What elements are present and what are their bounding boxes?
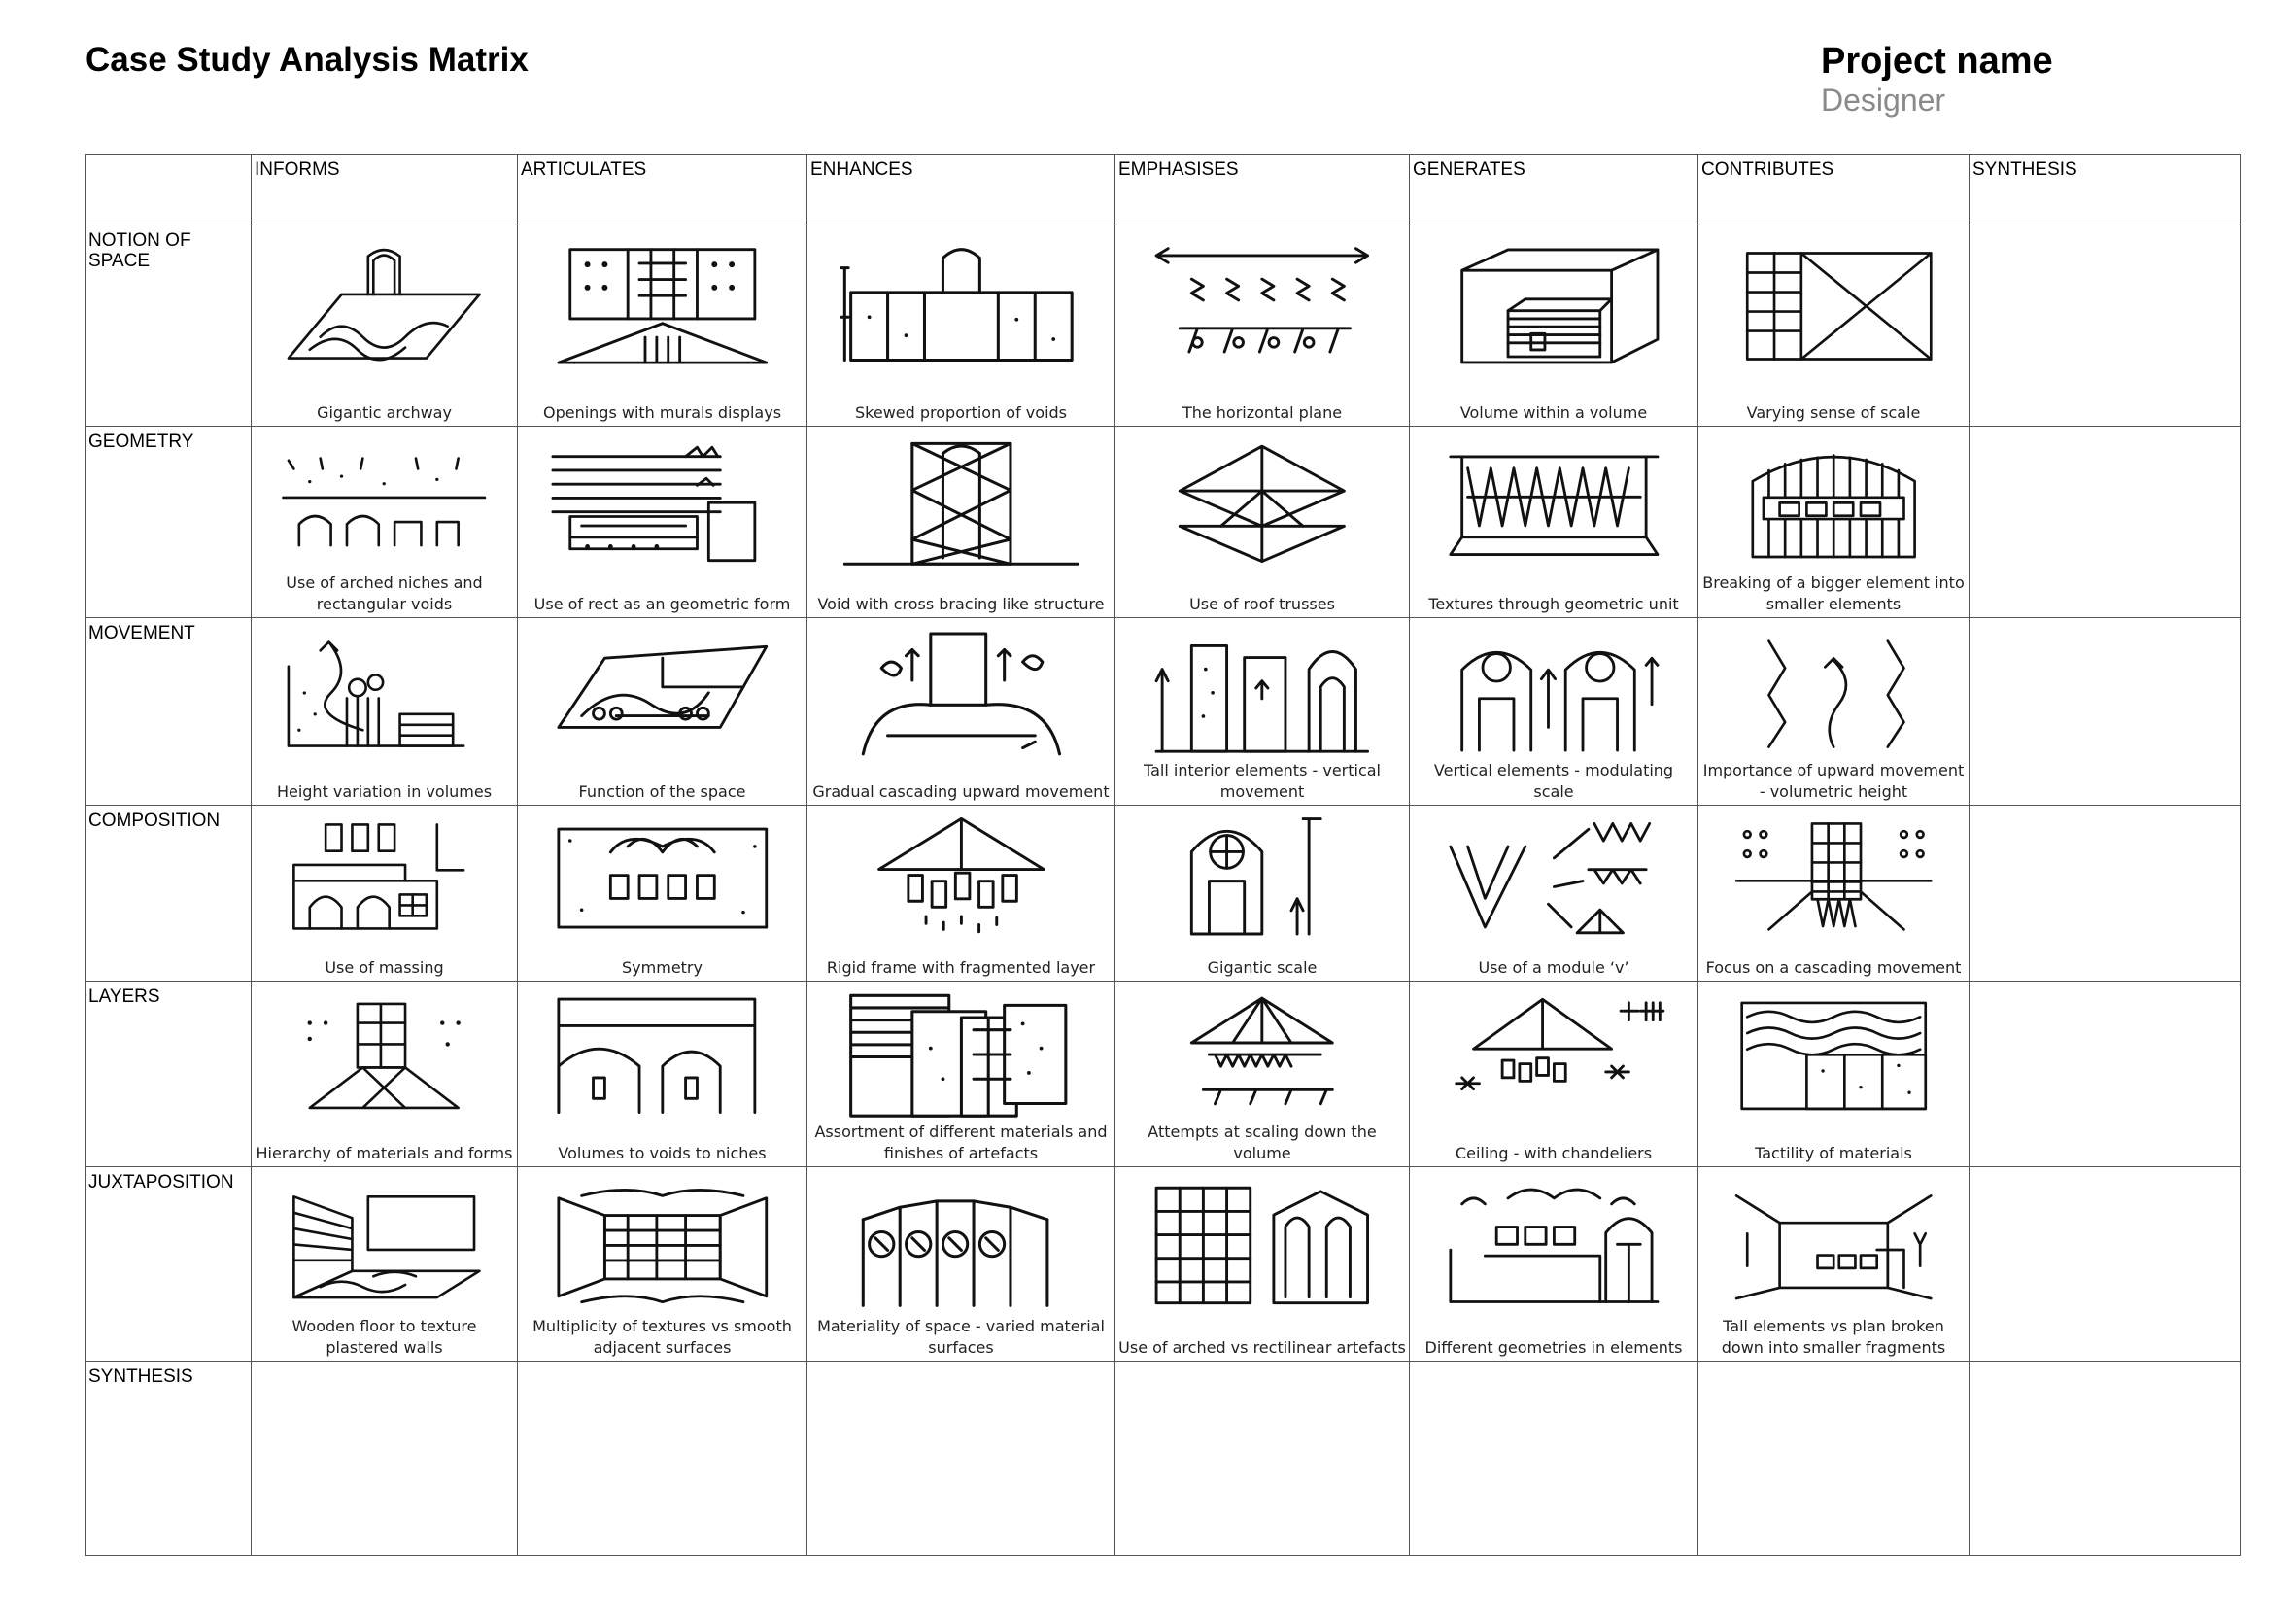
matrix-cell (518, 427, 807, 618)
row-label: NOTION OF SPACE (86, 225, 252, 427)
column-header: GENERATES (1410, 155, 1698, 225)
matrix-cell (1970, 806, 2241, 982)
matrix-cell (1698, 806, 1970, 982)
matrix-cell (1115, 1362, 1410, 1556)
matrix-cell (1698, 618, 1970, 806)
sketch-drawing (278, 438, 490, 571)
cell-caption: Varying sense of scale (1746, 403, 1921, 422)
matrix-cell (807, 1167, 1115, 1362)
cell-caption: Use of roof trusses (1189, 595, 1335, 613)
sketch-drawing (1145, 992, 1380, 1122)
matrix-cell (1115, 225, 1410, 427)
cell-caption: Wooden floor to texture plastered walls (291, 1317, 477, 1357)
matrix-row (86, 1167, 2241, 1362)
matrix-cell (1115, 618, 1410, 806)
project-name: Project name (1821, 41, 2053, 82)
cell-caption: Breaking of a bigger element into smaller elements (1702, 573, 1965, 613)
matrix-cell (518, 982, 807, 1167)
matrix-cell (1410, 982, 1698, 1167)
row-label: COMPOSITION (86, 806, 252, 982)
matrix-cell (518, 618, 807, 806)
cell-caption: Openings with murals displays (542, 403, 782, 422)
matrix-cell (807, 806, 1115, 982)
matrix-cell (518, 225, 807, 427)
cell-caption: Void with cross bracing like structure (817, 595, 1105, 613)
cell-caption: Gigantic scale (1207, 958, 1318, 977)
sketch-drawing (1145, 816, 1380, 939)
sketch-drawing (1145, 438, 1380, 571)
cell-caption: Tall elements vs plan broken down into smaller fragments (1721, 1317, 1946, 1357)
sketch-drawing (278, 630, 490, 760)
cell-caption: Use of a module ‘v’ (1478, 958, 1629, 977)
matrix-cell (252, 225, 518, 427)
cell-caption: Hierarchy of materials and forms (256, 1144, 513, 1162)
matrix-cell (1970, 1362, 2241, 1556)
matrix-cell (807, 982, 1115, 1167)
matrix-cell (252, 1167, 518, 1362)
matrix-cell (1410, 806, 1698, 982)
sketch-drawing (278, 816, 490, 939)
matrix-cell (1115, 1167, 1410, 1362)
column-header: ARTICULATES (518, 155, 807, 225)
matrix-cell (1115, 982, 1410, 1167)
matrix-cell (1410, 1167, 1698, 1362)
cell-caption: Height variation in volumes (276, 782, 493, 801)
matrix-cell (1115, 427, 1410, 618)
cell-caption: Tall interior elements - vertical movement (1144, 761, 1381, 801)
designer-name: Designer (1821, 83, 1946, 118)
matrix-cell (252, 982, 518, 1167)
matrix-row (86, 1362, 2241, 1556)
row-label: GEOMETRY (86, 427, 252, 618)
sketch-drawing (1439, 237, 1669, 377)
matrix-cell (518, 1362, 807, 1556)
row-label: SYNTHESIS (86, 1362, 252, 1556)
sketch-drawing (547, 816, 778, 939)
sketch-drawing (1145, 237, 1380, 377)
matrix-cell (807, 225, 1115, 427)
sketch-drawing (1439, 1179, 1669, 1314)
sketch-drawing (1439, 630, 1669, 760)
cell-caption: Symmetry (622, 958, 703, 977)
sketch-drawing (839, 992, 1084, 1122)
matrix-cell (1970, 1167, 2241, 1362)
column-header: EMPHASISES (1115, 155, 1410, 225)
cell-caption: Vertical elements - modulating scale (1433, 761, 1674, 801)
cell-caption: Ceiling - with chandeliers (1455, 1144, 1653, 1162)
cell-caption: Volume within a volume (1459, 403, 1648, 422)
sketch-drawing (547, 237, 778, 377)
row-label: MOVEMENT (86, 618, 252, 806)
matrix-cell (1698, 225, 1970, 427)
cell-caption: The horizontal plane (1182, 403, 1343, 422)
sketch-drawing (547, 1179, 778, 1314)
column-header: INFORMS (252, 155, 518, 225)
matrix-cell (1410, 225, 1698, 427)
matrix-cell (1970, 982, 2241, 1167)
sketch-drawing (839, 816, 1084, 939)
row-label: JUXTAPOSITION (86, 1167, 252, 1362)
matrix-cell (252, 427, 518, 618)
matrix-cell (518, 806, 807, 982)
row-label: LAYERS (86, 982, 252, 1167)
analysis-matrix (85, 154, 2241, 1556)
cell-caption: Materiality of space - varied material surfaces (817, 1317, 1105, 1357)
matrix-cell (1698, 1167, 1970, 1362)
sketch-drawing (1439, 992, 1669, 1122)
column-header: CONTRIBUTES (1698, 155, 1970, 225)
sketch-drawing (1439, 816, 1669, 939)
sketch-drawing (839, 630, 1084, 760)
matrix-cell (252, 1362, 518, 1556)
matrix-cell (1970, 618, 2241, 806)
matrix-row (86, 806, 2241, 982)
matrix-cell (252, 806, 518, 982)
matrix-cell (807, 427, 1115, 618)
matrix-cell (1698, 1362, 1970, 1556)
matrix-cell (1970, 427, 2241, 618)
sketch-drawing (547, 438, 778, 571)
sketch-drawing (1439, 438, 1669, 571)
sketch-drawing (1726, 992, 1941, 1122)
sketch-drawing (1145, 1179, 1380, 1314)
matrix-cell (252, 618, 518, 806)
matrix-cell (807, 1362, 1115, 1556)
cell-caption: Use of arched vs rectilinear artefacts (1118, 1338, 1406, 1357)
matrix-header-row (86, 155, 2241, 225)
sketch-drawing (278, 237, 490, 377)
cell-caption: Assortment of different materials and finishes of artefacts (814, 1123, 1108, 1162)
sketch-drawing (1145, 630, 1380, 760)
sketch-drawing (1726, 630, 1941, 760)
sketch-drawing (839, 438, 1084, 571)
cell-caption: Skewed proportion of voids (855, 403, 1067, 422)
sketch-drawing (839, 1179, 1084, 1314)
cell-caption: Use of rect as an geometric form (533, 595, 791, 613)
matrix-cell (1410, 427, 1698, 618)
cell-caption: Attempts at scaling down the volume (1148, 1123, 1377, 1162)
sketch-drawing (1726, 816, 1941, 939)
matrix-cell (518, 1167, 807, 1362)
matrix-cell (1698, 427, 1970, 618)
matrix-cell (1970, 225, 2241, 427)
cell-caption: Different geometries in elements (1424, 1338, 1683, 1357)
column-header: SYNTHESIS (1970, 155, 2241, 225)
cell-caption: Gigantic archway (317, 403, 452, 422)
matrix-row (86, 982, 2241, 1167)
cell-caption: Importance of upward movement - volumetric height (1702, 761, 1965, 801)
matrix-row (86, 427, 2241, 618)
cell-caption: Gradual cascading upward movement (812, 782, 1110, 801)
matrix-cell (1698, 982, 1970, 1167)
cell-caption: Rigid frame with fragmented layer (826, 958, 1096, 977)
matrix-cell (1410, 618, 1698, 806)
document-title: Case Study Analysis Matrix (86, 41, 529, 79)
matrix-cell (1115, 806, 1410, 982)
cell-caption: Use of arched niches and rectangular voids (286, 573, 483, 613)
matrix-cell (1410, 1362, 1698, 1556)
cell-caption: Textures through geometric unit (1428, 595, 1679, 613)
column-header: ENHANCES (807, 155, 1115, 225)
cell-caption: Use of massing (325, 958, 444, 977)
sketch-drawing (547, 630, 778, 760)
sketch-drawing (278, 992, 490, 1122)
sketch-drawing (1726, 237, 1941, 377)
sketch-drawing (547, 992, 778, 1122)
sketch-drawing (1726, 1179, 1941, 1314)
cell-caption: Tactility of materials (1755, 1144, 1912, 1162)
cell-caption: Multiplicity of textures vs smooth adjacent surfaces (532, 1317, 792, 1357)
cell-caption: Function of the space (578, 782, 746, 801)
sketch-drawing (1726, 438, 1941, 571)
matrix-row (86, 618, 2241, 806)
cell-caption: Focus on a cascading movement (1705, 958, 1962, 977)
matrix-cell (807, 618, 1115, 806)
cell-caption: Volumes to voids to niches (558, 1144, 767, 1162)
matrix-row (86, 225, 2241, 427)
sketch-drawing (839, 237, 1084, 377)
corner-cell (86, 155, 252, 225)
sketch-drawing (278, 1179, 490, 1314)
